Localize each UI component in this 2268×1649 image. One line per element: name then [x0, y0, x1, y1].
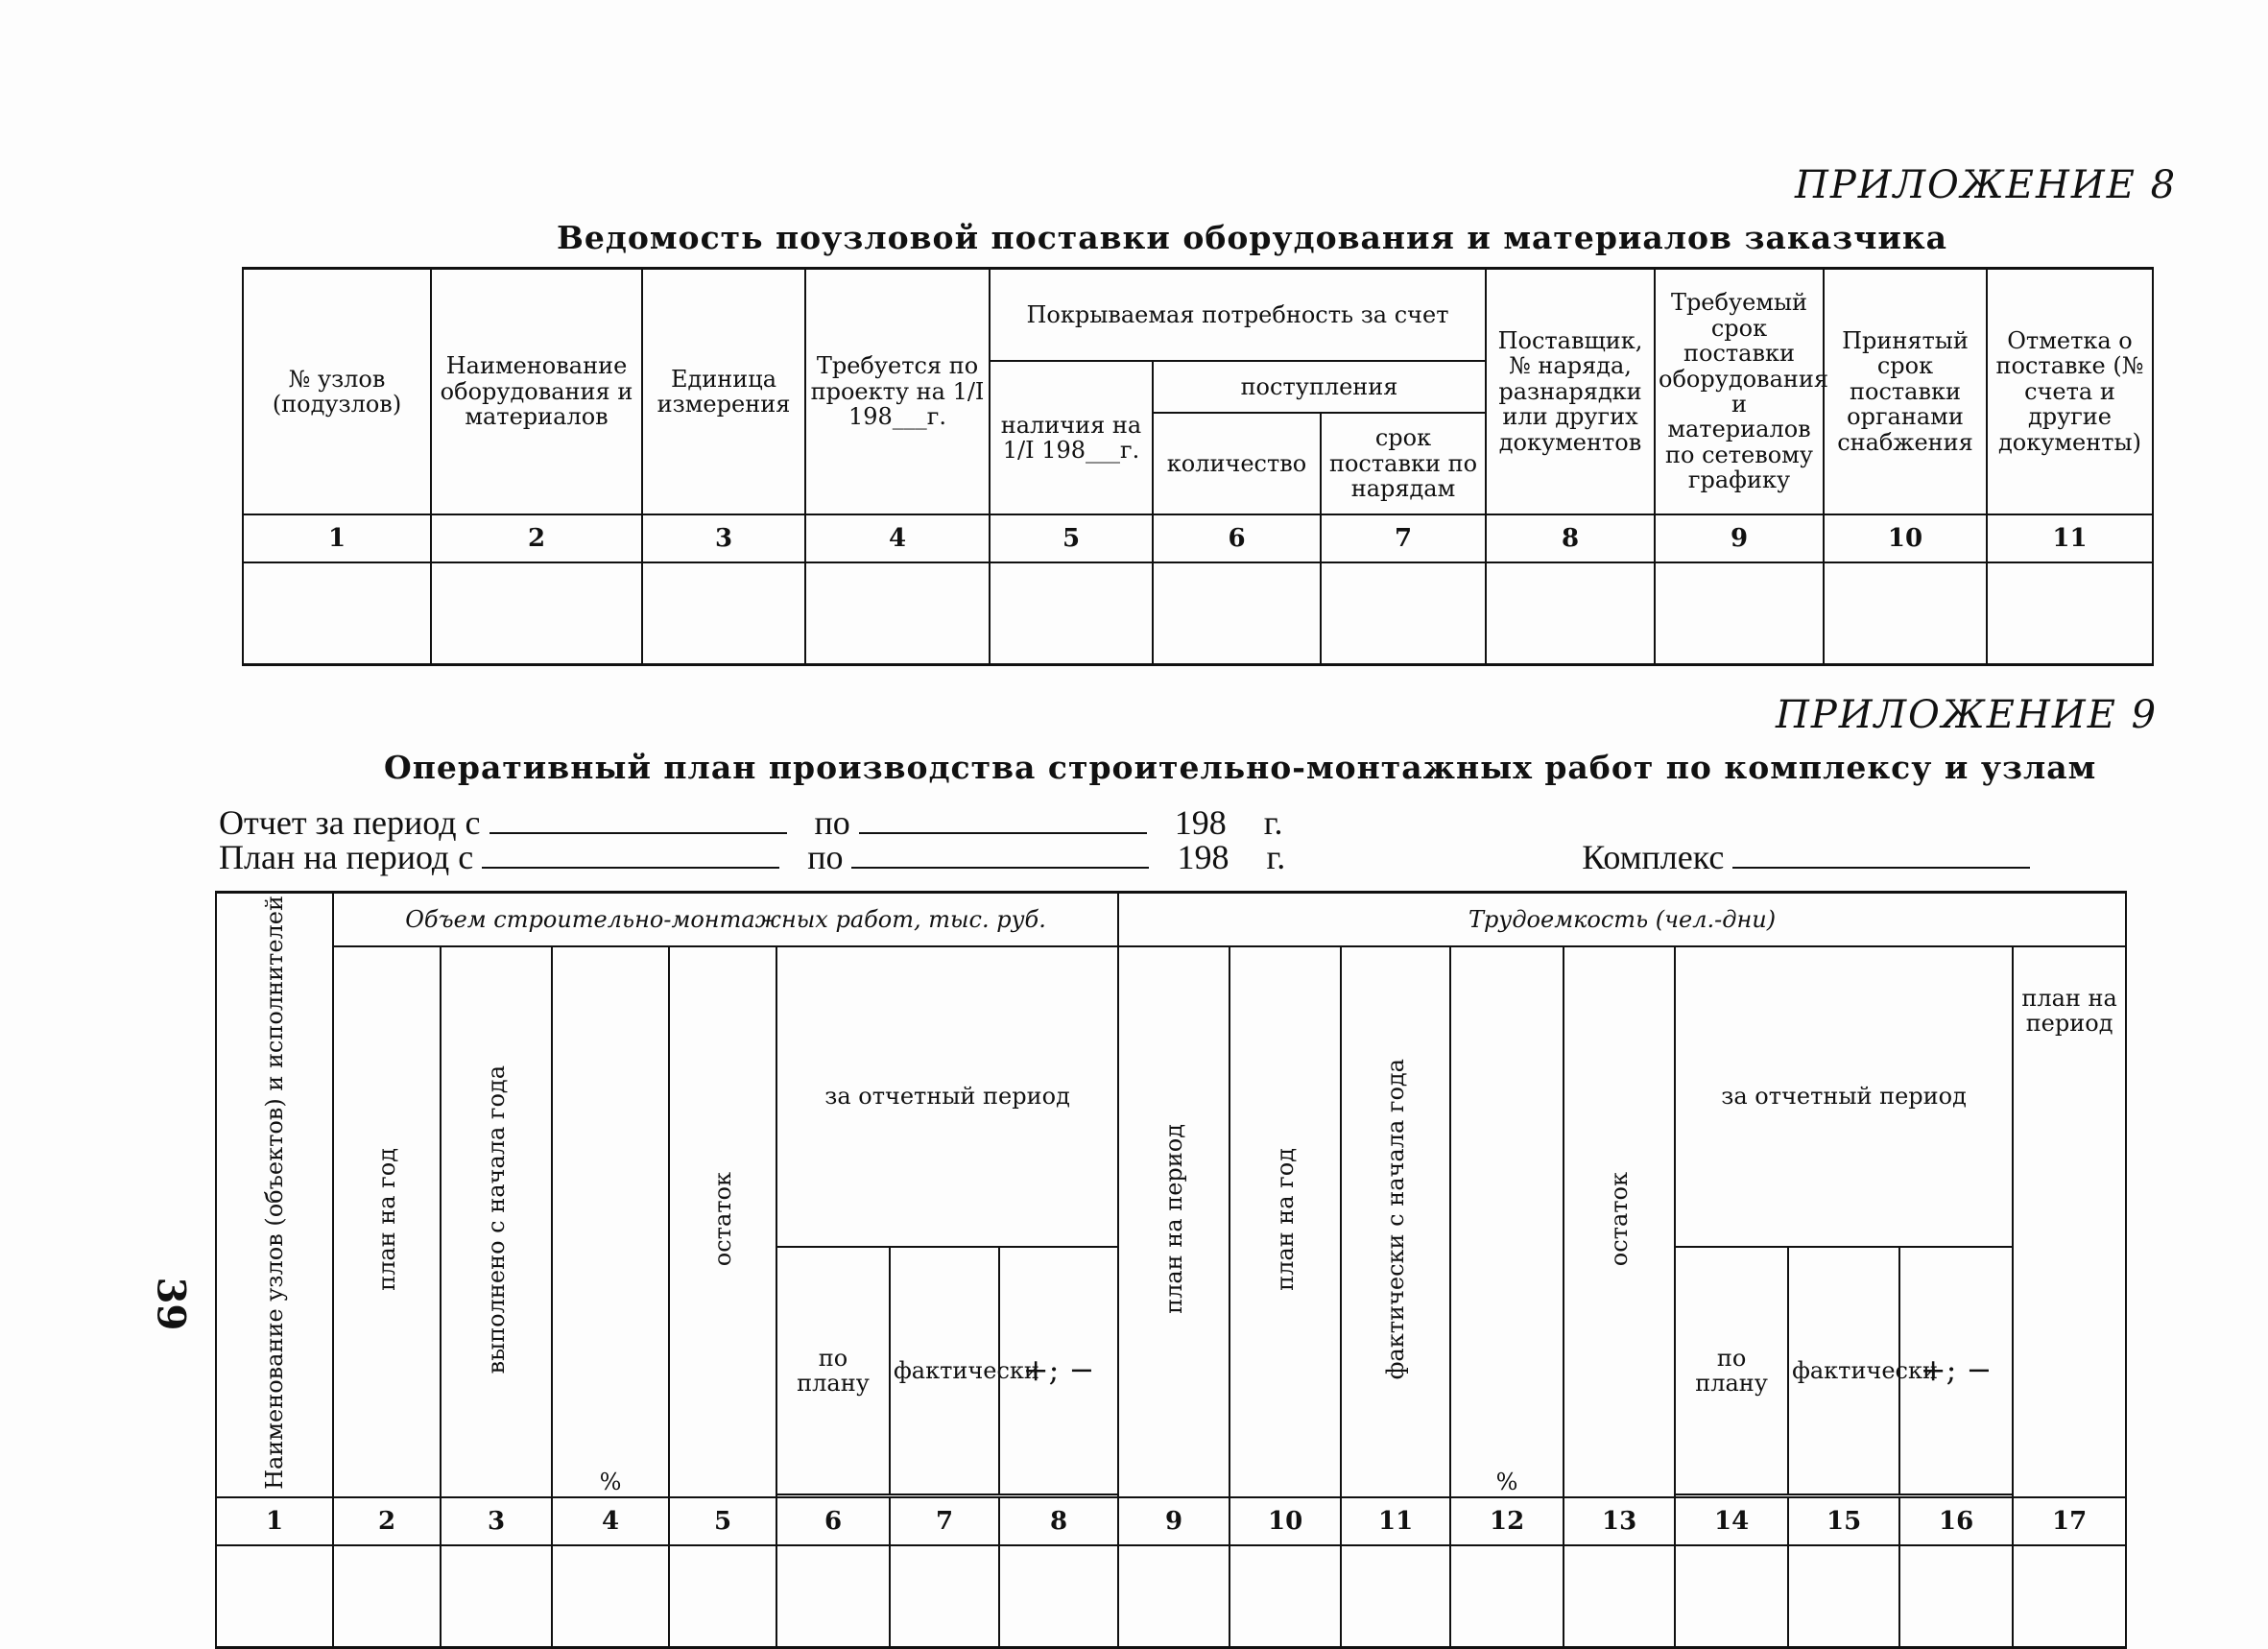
col-number: 10	[1229, 1497, 1341, 1545]
complex-field[interactable]	[1732, 840, 2030, 869]
col-number: 2	[431, 514, 642, 562]
report-year: 198	[1174, 803, 1227, 842]
col-number: 5	[990, 514, 1153, 562]
plan-g: г.	[1266, 838, 1286, 876]
header-actual-since-start: фактически с начала года	[1341, 946, 1450, 1497]
report-prefix: Отчет за период с	[219, 803, 481, 842]
header-covered-need: Покрываемая потребность за счет	[990, 269, 1486, 362]
header-labor-group: Трудоемкость (чел.-дни)	[1118, 893, 2126, 947]
header-volume-group: Объем строительно-монтажных работ, тыс. руб.	[333, 893, 1118, 947]
col-number: 7	[890, 1497, 999, 1545]
header-plan-period: план на период	[1118, 946, 1229, 1497]
table-row	[216, 1545, 2126, 1648]
header-actual-b: фактически	[1788, 1247, 1899, 1495]
appendix-9-title: Оперативный план производства строительно-монтажных работ по комплексу и узлам	[384, 749, 2097, 786]
col-number: 9	[1118, 1497, 1229, 1545]
col-number: 14	[1675, 1497, 1788, 1545]
appendix-8-table	[242, 267, 2154, 666]
col-number: 5	[669, 1497, 776, 1545]
header-plus-minus: +; −	[999, 1247, 1118, 1495]
header-report-period-a: за отчетный период	[776, 946, 1118, 1247]
header-remainder-labor: остаток	[1564, 946, 1675, 1497]
plan-to-field[interactable]	[851, 840, 1149, 869]
col-number: 4	[552, 1497, 669, 1545]
page-number: 39	[148, 1277, 194, 1331]
col-number: 6	[776, 1497, 890, 1545]
col-number: 11	[1341, 1497, 1450, 1545]
col-number: 7	[1321, 514, 1486, 562]
appendix-8-label: ПРИЛОЖЕНИЕ 8	[1795, 163, 2178, 207]
header-delivery-mark: Отметка о поставке (№ счета и другие документы)	[1987, 269, 2153, 515]
col-number: 11	[1987, 514, 2153, 562]
complex-label: Комплекс	[1582, 838, 1725, 876]
header-percent: %	[552, 946, 669, 1497]
header-done-since-start: выполнено с начала года	[441, 946, 552, 1497]
report-from-field[interactable]	[489, 805, 787, 834]
header-plus-minus-b: +; −	[1899, 1247, 2013, 1495]
header-by-plan: по плану	[776, 1247, 890, 1495]
plan-to: по	[807, 838, 844, 876]
col-number: 8	[999, 1497, 1118, 1545]
header-plan-period-b: план на период	[2013, 946, 2126, 1497]
header-required-by-project: Требуется по проекту на 1/I 198___г.	[805, 269, 990, 515]
col-number: 8	[1486, 514, 1655, 562]
col-number: 2	[333, 1497, 441, 1545]
col-number: 10	[1824, 514, 1987, 562]
header-node-number: № узлов (подузлов)	[243, 269, 431, 515]
report-g: г.	[1263, 803, 1283, 842]
header-equipment-name: Наименование оборудования и материалов	[431, 269, 642, 515]
header-by-plan-b: по плану	[1675, 1247, 1788, 1495]
header-unit: Единица измерения	[642, 269, 805, 515]
col-number: 17	[2013, 1497, 2126, 1545]
header-quantity: количество	[1153, 413, 1321, 514]
col-number: 1	[243, 514, 431, 562]
header-required-term: Требуемый срок поставки оборудования и материалов по сетевому графику	[1655, 269, 1824, 515]
report-to: по	[814, 803, 850, 842]
header-report-period-b: за отчетный период	[1675, 946, 2013, 1247]
plan-year: 198	[1177, 838, 1229, 876]
header-actual: фактически	[890, 1247, 999, 1495]
col-number: 6	[1153, 514, 1321, 562]
col-number: 16	[1899, 1497, 2013, 1545]
header-percent-labor: %	[1450, 946, 1564, 1497]
header-supplier: Поставщик, № наряда, разнарядки или других документов	[1486, 269, 1655, 515]
appendix-9-label: ПРИЛОЖЕНИЕ 9	[1776, 693, 2159, 737]
col-number: 3	[441, 1497, 552, 1545]
table-row	[243, 562, 2153, 665]
appendix-8-title: Ведомость поузловой поставки оборудования и материалов заказчика	[557, 219, 1948, 256]
header-accepted-term: Принятый срок поставки органами снабжения	[1824, 269, 1987, 515]
col-number: 13	[1564, 1497, 1675, 1545]
col-number: 9	[1655, 514, 1824, 562]
col-number: 4	[805, 514, 990, 562]
report-to-field[interactable]	[859, 805, 1147, 834]
plan-period-line	[219, 837, 2030, 877]
col-number: 12	[1450, 1497, 1564, 1545]
plan-prefix: План на период с	[219, 838, 474, 876]
header-node-names: Наименование узлов (объектов) и исполнителей	[216, 893, 333, 1498]
col-number: 15	[1788, 1497, 1899, 1545]
header-receipt: поступления	[1153, 361, 1486, 413]
appendix-9-table	[215, 891, 2127, 1649]
header-plan-year-labor: план на год	[1229, 946, 1341, 1497]
col-number: 1	[216, 1497, 333, 1545]
plan-from-field[interactable]	[482, 840, 779, 869]
header-remainder: остаток	[669, 946, 776, 1497]
header-term-by-order: срок поставки по нарядам	[1321, 413, 1486, 514]
col-number: 3	[642, 514, 805, 562]
header-plan-year: план на год	[333, 946, 441, 1497]
header-availability: наличия на 1/I 198___г.	[990, 361, 1153, 514]
